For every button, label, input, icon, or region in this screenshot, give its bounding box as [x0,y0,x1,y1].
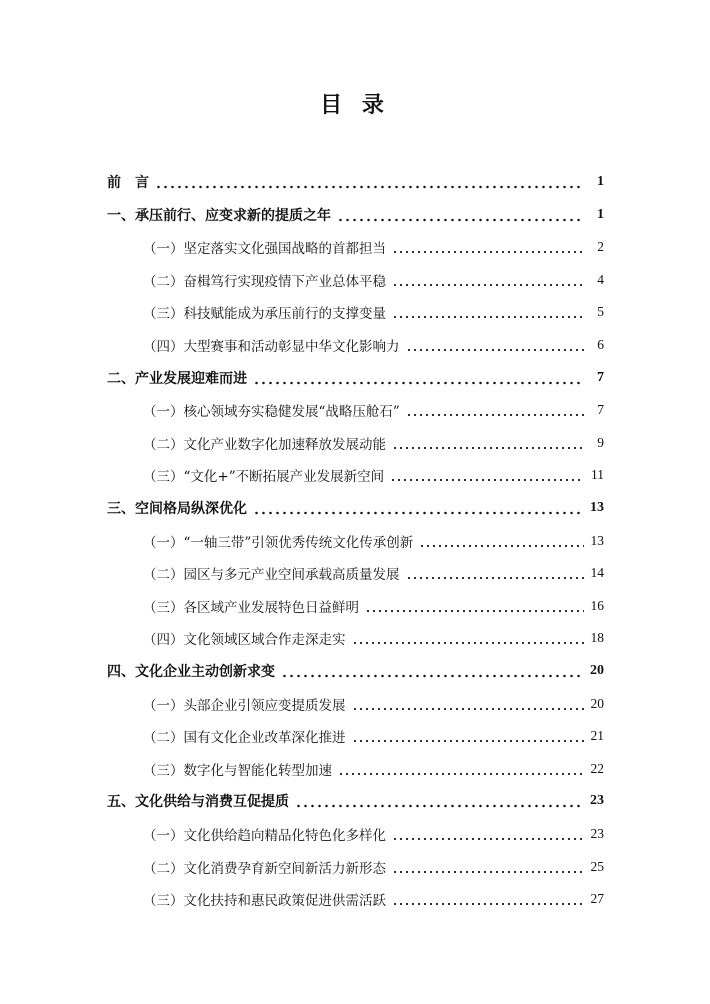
toc-page-number: 6 [597,337,604,352]
toc-entry-label: （二）文化产业数字化加速释放发展动能 [143,437,386,453]
dot-leader [419,534,584,548]
toc-entry-label: （三）科技赋能成为承压前行的支撑变量 [143,306,386,322]
toc-entry-label: 四、文化企业主动创新求变 [107,664,275,680]
toc-entry-label: （三）文化扶持和惠民政策促进供需活跃 [143,893,386,909]
toc-section-entry[interactable] [143,626,604,650]
toc-chapter-entry[interactable] [107,789,604,813]
dot-leader [338,762,584,776]
dot-leader [392,436,584,450]
toc-page-number: 7 [597,402,604,417]
toc-section-entry[interactable] [143,561,604,585]
toc-entry-label: 前 言 [107,175,149,191]
dot-leader [253,371,584,385]
toc-chapter-entry[interactable] [107,203,604,227]
toc-entry-label: （一）文化供给趋向精品化特色化多样化 [143,828,386,844]
toc-page-number: 5 [597,304,604,319]
toc-entry-label: （二）文化消费孕育新空间新活力新形态 [143,861,386,877]
dot-leader [352,729,585,743]
dot-leader [155,175,584,189]
toc-chapter-entry[interactable] [107,366,604,390]
toc-section-entry[interactable] [143,463,604,487]
toc-section-entry[interactable] [143,594,604,618]
dot-leader [406,338,585,352]
toc-page-number: 1 [597,174,604,189]
toc-page-number: 20 [590,696,604,711]
toc-section-entry[interactable] [143,822,604,846]
toc-page-number: 16 [590,598,604,613]
toc-section-entry[interactable] [143,333,604,357]
toc-page-number: 13 [590,500,604,515]
dot-leader [392,892,584,906]
toc-section-entry[interactable] [143,431,604,455]
toc-entry-label: （三）“文化+”不断拓展产业发展新空间 [143,469,385,485]
toc-entry-label: （三）数字化与智能化转型加速 [143,763,332,779]
toc-entry-label: 三、空间格局纵深优化 [107,501,247,517]
toc-section-entry[interactable] [143,724,604,748]
toc-page-number: 13 [590,533,604,548]
toc-section-entry[interactable] [143,757,604,781]
toc-page-number: 23 [590,793,604,808]
toc-entry-label: （三）各区域产业发展特色日益鲜明 [143,600,359,616]
toc-entry-label: （四）大型赛事和活动彰显中华文化影响力 [143,339,400,355]
toc-entry-label: （一）坚定落实文化强国战略的首都担当 [143,241,386,257]
dot-leader [253,501,584,515]
dot-leader [406,403,584,417]
toc-entry-label: （四）文化领域区域合作走深走实 [143,632,346,648]
toc-section-entry[interactable] [143,268,604,292]
toc-page-number: 11 [591,467,604,482]
toc-entry-label: （二）园区与多元产业空间承载高质量发展 [143,567,400,583]
dot-leader [281,664,584,678]
toc-section-entry[interactable] [143,887,604,911]
toc-section-entry[interactable] [143,855,604,879]
toc-entry-label: （一）核心领域夯实稳健发展“战略压舱石” [143,404,400,420]
toc-page-number: 7 [597,370,604,385]
toc-page-number: 25 [590,859,604,874]
toc-entry-label: 五、文化供给与消费互促提质 [107,794,289,810]
toc-page-number: 1 [597,207,604,222]
toc-entry-label: 二、产业发展迎难而进 [107,371,247,387]
toc-page-number: 23 [590,826,604,841]
dot-leader [392,240,584,254]
toc-entry-label: （一）头部企业引领应变提质发展 [143,698,346,714]
toc-page-number: 4 [597,272,604,287]
toc-page-number: 14 [590,565,604,580]
dot-leader [390,468,584,482]
toc-section-entry[interactable] [143,398,604,422]
toc-section-entry[interactable] [143,529,604,553]
dot-leader [337,208,584,222]
toc-entry-label: （一）“一轴三带”引领优秀传统文化传承创新 [143,535,414,551]
toc-chapter-entry[interactable] [107,659,604,683]
toc-entry-label: （二）奋楫笃行实现疫情下产业总体平稳 [143,274,386,290]
dot-leader [406,566,585,580]
toc-section-entry[interactable] [143,300,604,324]
toc-page-number: 9 [597,435,604,450]
dot-leader [352,697,585,711]
dot-leader [295,794,584,808]
dot-leader [352,631,585,645]
toc-entry-label: （二）国有文化企业改革深化推进 [143,730,346,746]
toc-entry-label: 一、承压前行、应变求新的提质之年 [107,208,331,224]
toc-chapter-entry[interactable] [107,496,604,520]
toc-page-number: 20 [590,663,604,678]
dot-leader [392,860,584,874]
toc-chapter-entry[interactable] [107,170,604,194]
toc-page-number: 18 [590,630,604,645]
dot-leader [392,305,584,319]
dot-leader [392,827,584,841]
page-title: 目 录 [320,92,390,118]
toc-page-number: 22 [590,761,604,776]
toc-section-entry[interactable] [143,692,604,716]
dot-leader [392,273,584,287]
dot-leader [365,599,584,613]
toc-page-number: 21 [590,728,604,743]
toc-page-number: 27 [590,891,604,906]
toc-section-entry[interactable] [143,235,604,259]
toc-page-number: 2 [597,239,604,254]
